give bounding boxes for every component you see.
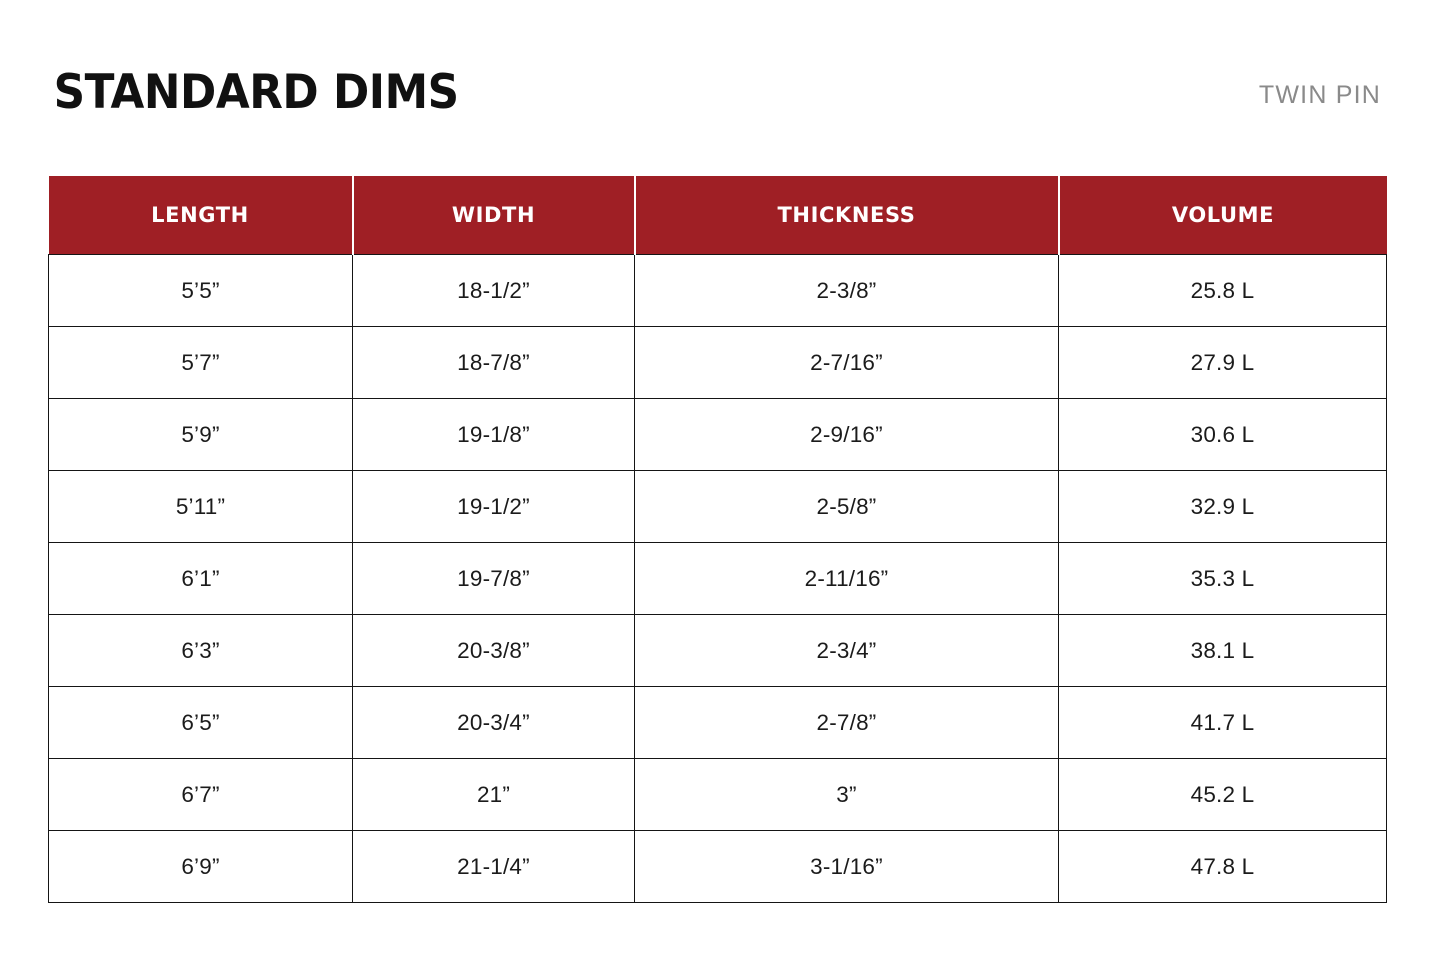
cell-width: 19-7/8” [353,543,635,615]
cell-length: 6’7” [49,759,353,831]
cell-volume: 35.3 L [1059,543,1387,615]
model-name: TWIN PIN [1258,81,1381,109]
cell-length: 6’3” [49,615,353,687]
table-row [49,471,1387,543]
table-header-row [49,176,1387,255]
dimensions-table [48,176,1387,903]
cell-length: 5’11” [49,471,353,543]
cell-width: 21” [353,759,635,831]
table-row [49,399,1387,471]
cell-volume: 41.7 L [1059,687,1387,759]
dimensions-table-wrapper [48,176,1385,903]
cell-width: 20-3/4” [353,687,635,759]
cell-thickness: 2-7/16” [635,327,1059,399]
table-body [49,255,1387,903]
cell-length: 6’5” [49,687,353,759]
table-row [49,543,1387,615]
table-row [49,327,1387,399]
cell-width: 19-1/2” [353,471,635,543]
cell-volume: 27.9 L [1059,327,1387,399]
cell-volume: 25.8 L [1059,255,1387,327]
column-header-length: LENGTH [49,176,353,255]
cell-volume: 38.1 L [1059,615,1387,687]
cell-length: 6’9” [49,831,353,903]
cell-width: 19-1/8” [353,399,635,471]
cell-length: 6’1” [49,543,353,615]
table-row [49,759,1387,831]
cell-thickness: 3-1/16” [635,831,1059,903]
cell-length: 5’5” [49,255,353,327]
cell-length: 5’7” [49,327,353,399]
cell-volume: 45.2 L [1059,759,1387,831]
cell-volume: 32.9 L [1059,471,1387,543]
column-header-thickness: THICKNESS [635,176,1059,255]
cell-length: 5’9” [49,399,353,471]
cell-thickness: 3” [635,759,1059,831]
cell-thickness: 2-3/4” [635,615,1059,687]
cell-thickness: 2-3/8” [635,255,1059,327]
cell-thickness: 2-9/16” [635,399,1059,471]
cell-thickness: 2-7/8” [635,687,1059,759]
page-header [48,38,1385,120]
table-row [49,831,1387,903]
column-header-width: WIDTH [353,176,635,255]
cell-thickness: 2-11/16” [635,543,1059,615]
column-header-volume: VOLUME [1059,176,1387,255]
table-row [49,687,1387,759]
cell-width: 18-1/2” [353,255,635,327]
table-row [49,615,1387,687]
cell-thickness: 2-5/8” [635,471,1059,543]
page-title: STANDARD DIMS [53,65,459,120]
cell-volume: 30.6 L [1059,399,1387,471]
table-row [49,255,1387,327]
cell-width: 20-3/8” [353,615,635,687]
cell-width: 18-7/8” [353,327,635,399]
cell-width: 21-1/4” [353,831,635,903]
cell-volume: 47.8 L [1059,831,1387,903]
table-header [49,176,1387,255]
